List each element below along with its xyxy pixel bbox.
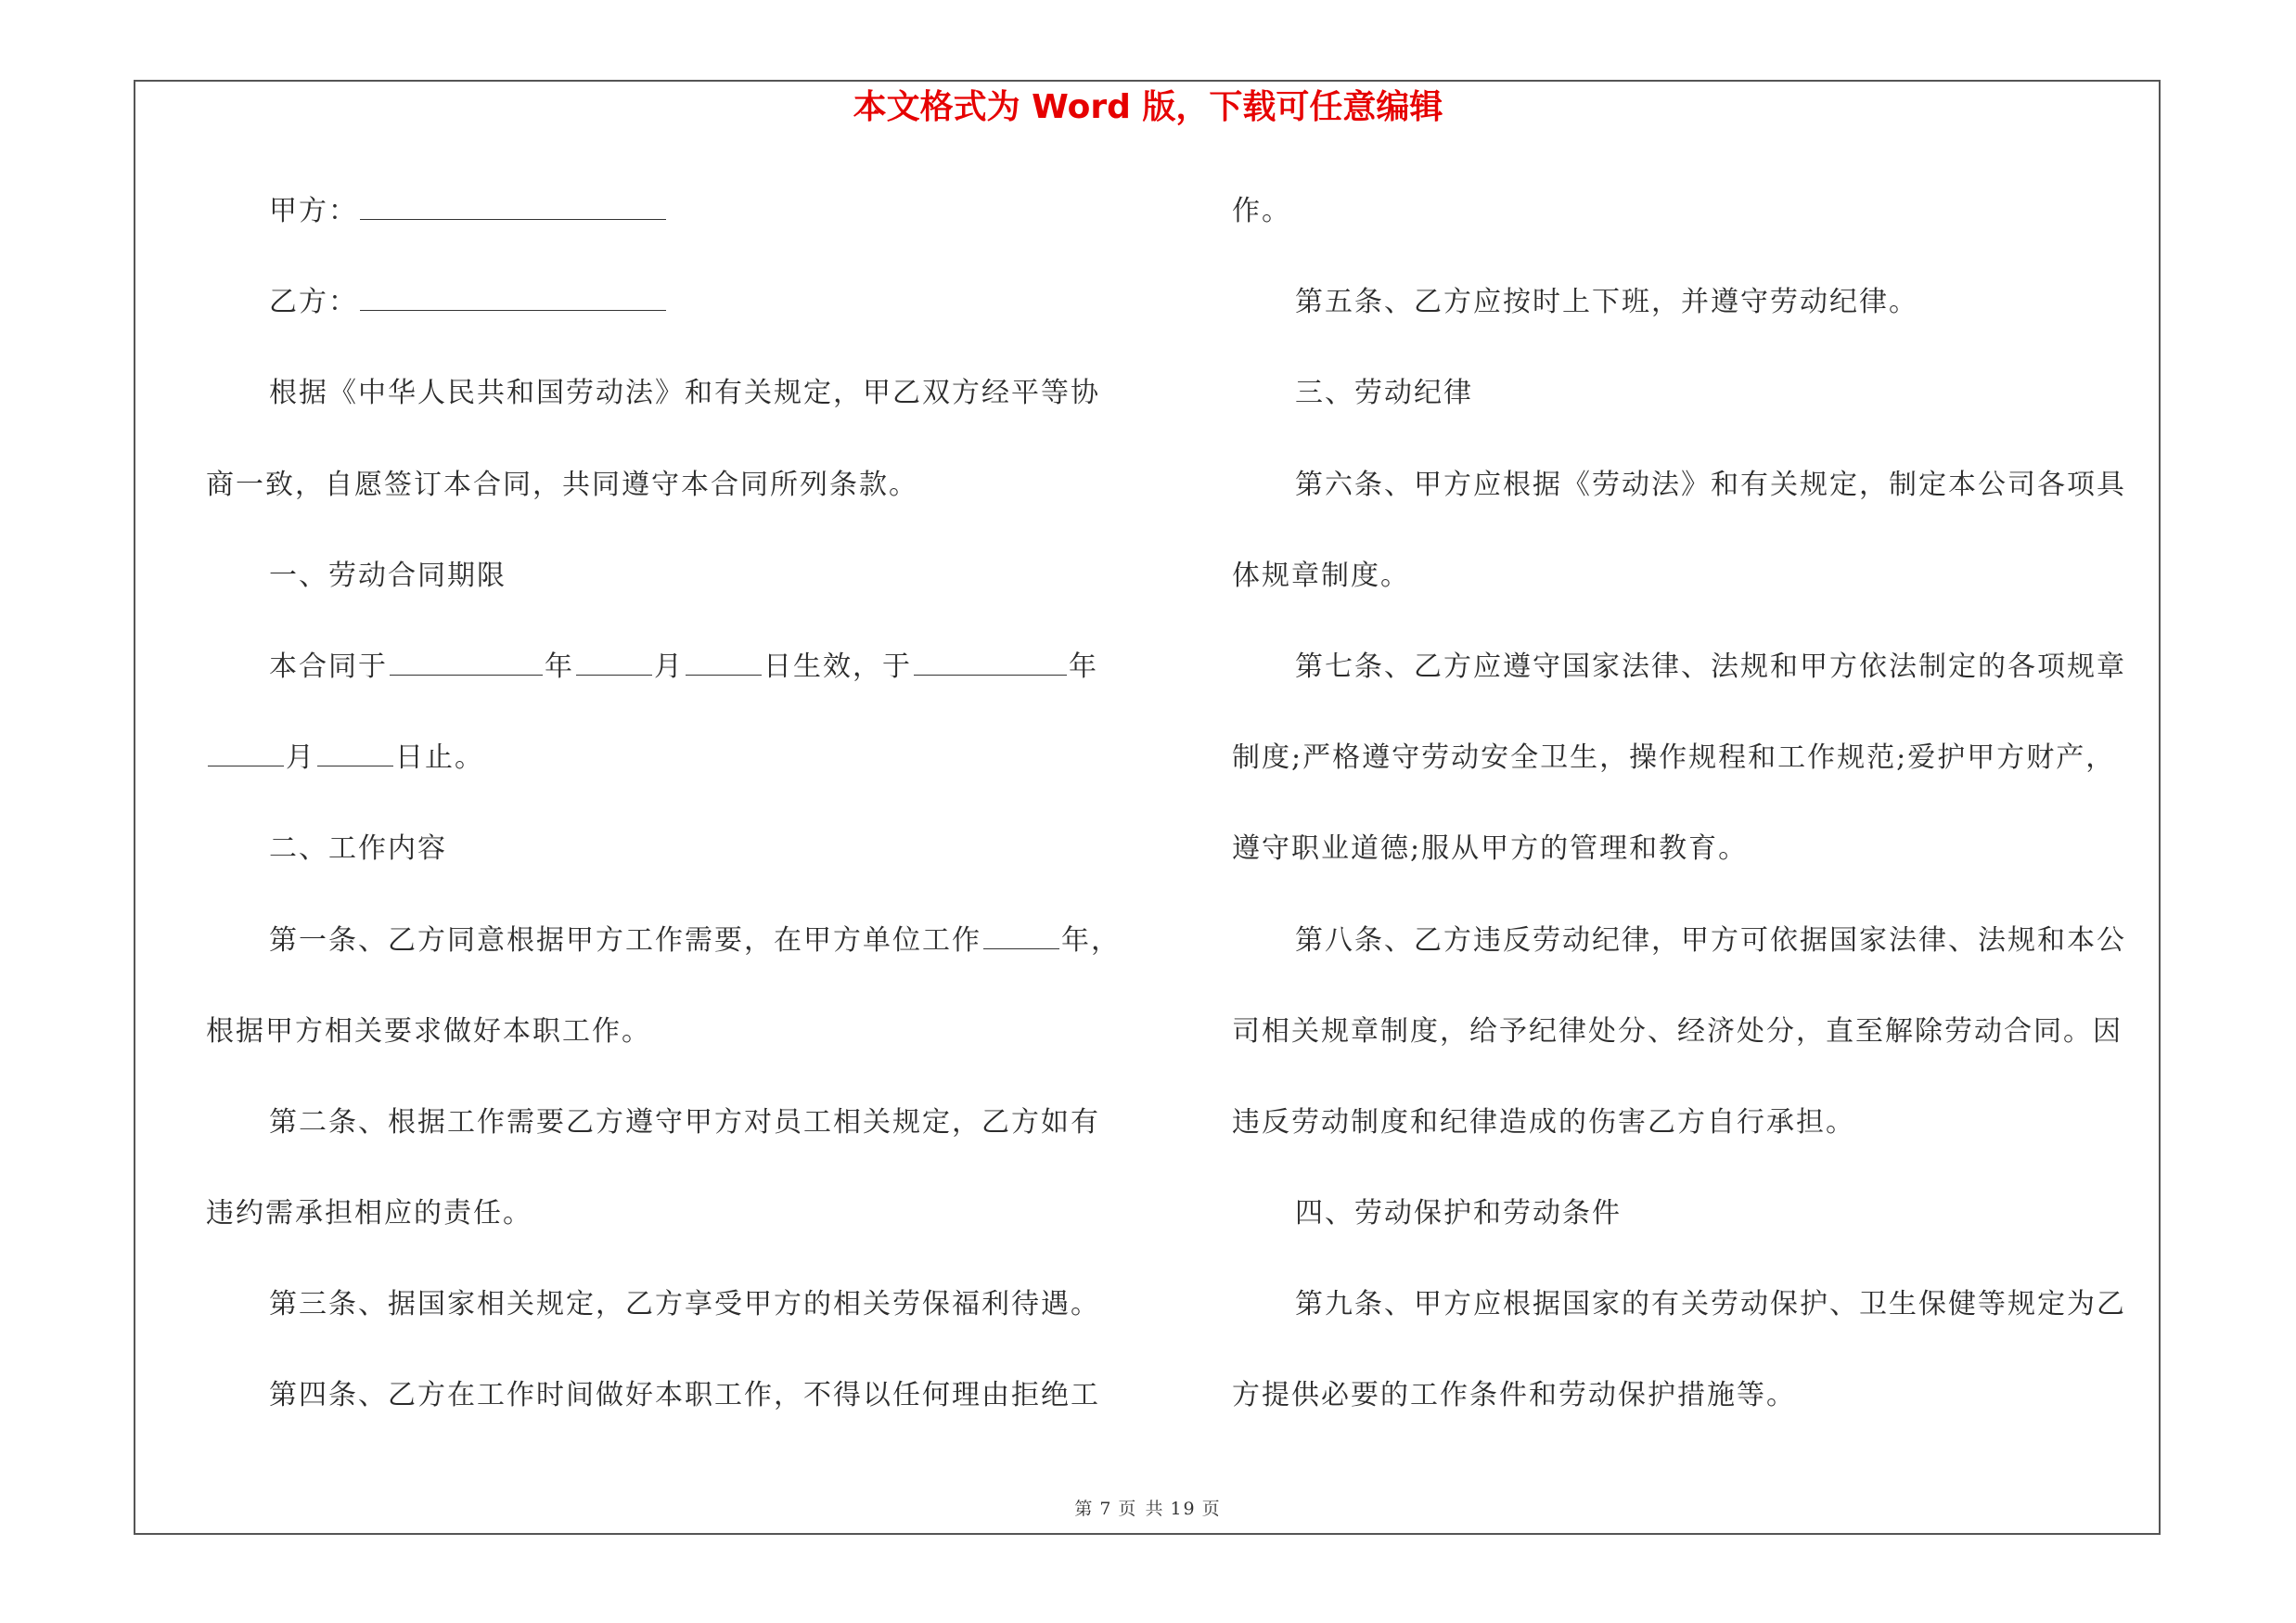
end-month-blank xyxy=(208,738,284,766)
section-heading-protection: 四、劳动保护和劳动条件 xyxy=(1295,1197,1622,1230)
end-year-blank xyxy=(914,647,1067,676)
party-a-blank xyxy=(360,191,666,220)
start-month-label: 月 xyxy=(654,650,684,683)
party-a-line xyxy=(206,184,1161,275)
work-years-blank xyxy=(983,921,1059,949)
intro-line-1: 根据《中华人民共和国劳动法》和有关规定，甲乙双方经平等协 xyxy=(269,377,1100,410)
section-heading-discipline: 三、劳动纪律 xyxy=(1295,377,1473,410)
party-b-blank xyxy=(360,282,666,311)
start-year-blank xyxy=(390,647,543,676)
article-1-line-1 xyxy=(206,913,1161,1004)
article-1-text: 第一条、乙方同意根据甲方工作需要，在甲方单位工作 xyxy=(269,923,981,957)
article-7-line-1: 第七条、乙方应遵守国家法律、法规和甲方依法制定的各项规章 xyxy=(1295,650,2126,683)
article-7-line-2: 制度;严格遵守劳动安全卫生，操作规程和工作规范;爱护甲方财产， xyxy=(1232,741,2116,775)
end-day-blank xyxy=(317,738,393,766)
section-heading-term: 一、劳动合同期限 xyxy=(269,559,507,592)
current-page-number: 7 xyxy=(1099,1499,1113,1519)
article-6-line-1: 第六条、甲方应根据《劳动法》和有关规定，制定本公司各项具 xyxy=(1295,468,2126,501)
article-2-line-1: 第二条、根据工作需要乙方遵守甲方对员工相关规定，乙方如有 xyxy=(269,1105,1100,1139)
article-9-line-1: 第九条、甲方应根据国家的有关劳动保护、卫生保健等规定为乙 xyxy=(1295,1288,2126,1321)
article-8-line-3: 违反劳动制度和纪律造成的伤害乙方自行承担。 xyxy=(1232,1105,1855,1139)
article-4-line-2: 作。 xyxy=(1232,195,1291,227)
work-years-label: 年， xyxy=(1061,923,1121,957)
article-8-line-1: 第八条、乙方违反劳动纪律，甲方可依据国家法律、法规和本公 xyxy=(1295,923,2126,957)
total-page-number: 19 xyxy=(1170,1499,1197,1519)
article-6-line-2: 体规章制度。 xyxy=(1232,559,1410,592)
article-2-line-2: 违约需承担相应的责任。 xyxy=(206,1197,532,1230)
end-day-label: 日止。 xyxy=(395,741,484,775)
page-prefix: 第 xyxy=(1074,1499,1095,1519)
article-4-line-1: 第四条、乙方在工作时间做好本职工作，不得以任何理由拒绝工 xyxy=(269,1379,1100,1412)
left-column xyxy=(206,184,1161,1460)
start-month-blank xyxy=(576,647,652,676)
format-banner: 本文格式为 Word 版，下载可任意编辑 xyxy=(853,88,1443,126)
article-3-line-1: 第三条、据国家相关规定，乙方享受甲方的相关劳保福利待遇。 xyxy=(269,1288,1100,1321)
page-suffix: 页 xyxy=(1201,1499,1222,1519)
article-8-line-2: 司相关规章制度，给予纪律处分、经济处分，直至解除劳动合同。因 xyxy=(1232,1014,2123,1048)
article-1-line-2: 根据甲方相关要求做好本职工作。 xyxy=(206,1014,651,1048)
term-line-2 xyxy=(206,730,1161,821)
right-column xyxy=(1232,184,2169,1460)
article-9-line-2: 方提供必要的工作条件和劳动保护措施等。 xyxy=(1232,1379,1796,1412)
page-middle: 页 共 xyxy=(1118,1499,1165,1519)
page-number-footer xyxy=(0,1498,2296,1520)
start-day-blank xyxy=(686,647,762,676)
start-day-label: 日生效，于 xyxy=(763,650,912,683)
article-5-line-1: 第五条、乙方应按时上下班，并遵守劳动纪律。 xyxy=(1295,286,1918,319)
intro-line-2: 商一致，自愿签订本合同，共同遵守本合同所列条款。 xyxy=(206,468,918,501)
term-start-text: 本合同于 xyxy=(269,650,388,683)
party-a-label: 甲方： xyxy=(269,195,358,227)
start-year-label: 年 xyxy=(545,650,574,683)
term-line-1 xyxy=(206,639,1161,730)
party-b-label: 乙方： xyxy=(269,286,358,319)
article-7-line-3: 遵守职业道德;服从甲方的管理和教育。 xyxy=(1232,832,1749,866)
end-month-label: 月 xyxy=(286,741,315,775)
section-heading-work: 二、工作内容 xyxy=(269,832,447,866)
end-year-label: 年 xyxy=(1069,650,1098,683)
party-b-line xyxy=(206,275,1161,366)
